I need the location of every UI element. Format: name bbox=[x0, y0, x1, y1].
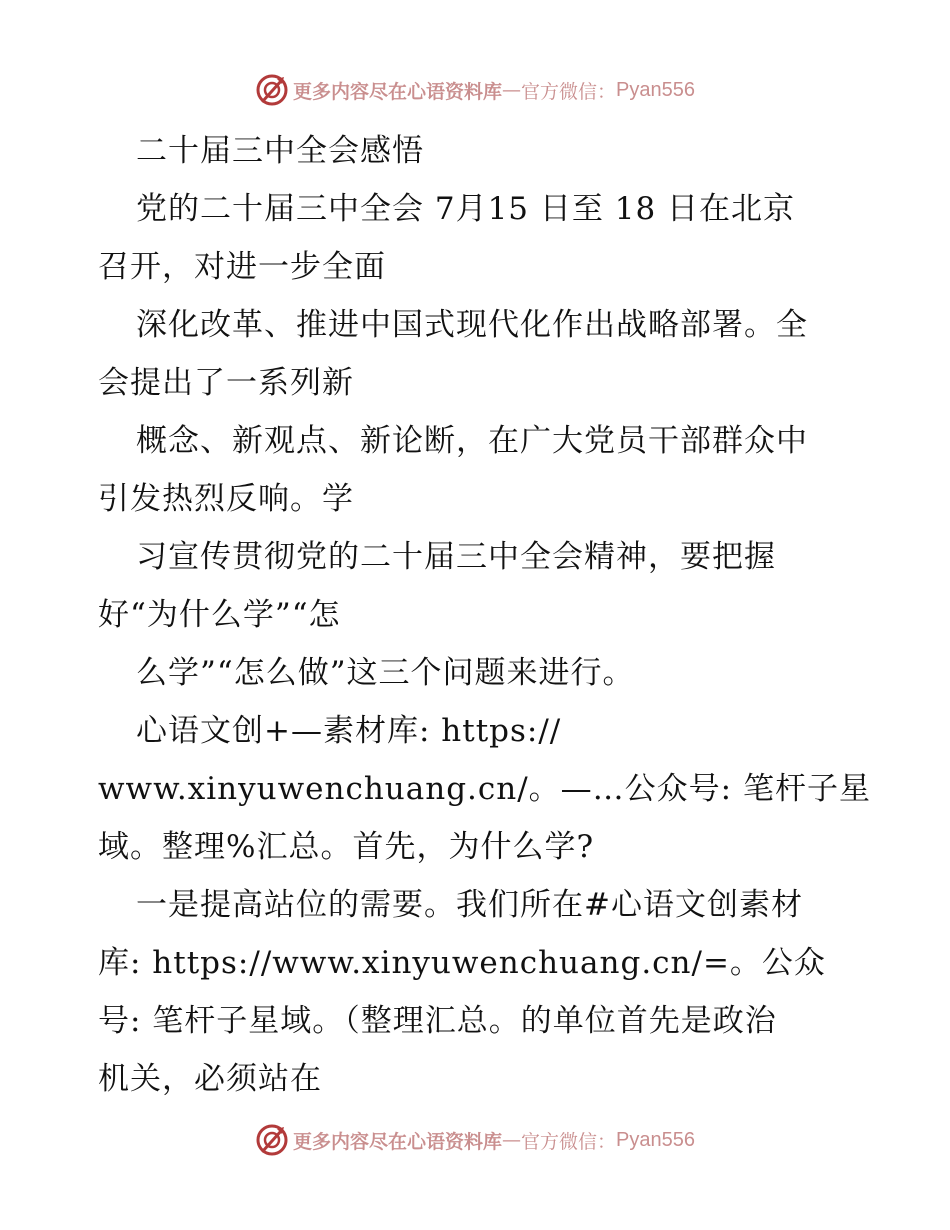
paragraph-line: 引发热烈反响。学 bbox=[98, 481, 354, 517]
paragraph-line: 习宣传贯彻党的二十届三中全会精神，要把握 bbox=[136, 539, 776, 575]
paragraph-line: 么学”“怎么做”这三个问题来进行。 bbox=[136, 655, 635, 691]
header-watermark-banner bbox=[0, 70, 950, 110]
paragraph-line: www.xinyuwenchuang.cn/。—…公众号: 笔杆子星 bbox=[98, 771, 871, 807]
header-wechat-id: Pyan556 bbox=[616, 78, 695, 101]
footer-wechat-label: 官方微信： bbox=[521, 1130, 617, 1153]
paragraph-line: 深化改革、推进中国式现代化作出战略部署。全 bbox=[136, 307, 808, 343]
document-body bbox=[98, 122, 871, 1108]
footer-watermark-banner bbox=[0, 1120, 950, 1160]
logo-icon bbox=[255, 1123, 289, 1157]
paragraph-line: 党的二十届三中全会 7月15 日至 18 日在北京 bbox=[136, 191, 796, 227]
header-dash: — bbox=[502, 79, 522, 101]
paragraph-line: 召开，对进一步全面 bbox=[98, 249, 386, 285]
paragraph-line: 域。整理%汇总。首先，为什么学? bbox=[98, 829, 595, 865]
footer-brand-text: 更多内容尽在心语资料库 bbox=[293, 1130, 503, 1153]
paragraph-line: 一是提高站位的需要。我们所在#心语文创素材 bbox=[136, 887, 803, 923]
paragraph-line: 库: https://www.xinyuwenchuang.cn/=。公众 bbox=[98, 945, 826, 981]
paragraph-line: 号: 笔杆子星域。（整理汇总。的单位首先是政治 bbox=[98, 1003, 777, 1039]
paragraph-line: 会提出了一系列新 bbox=[98, 365, 354, 401]
paragraph-line: 概念、新观点、新论断，在广大党员干部群众中 bbox=[136, 423, 808, 459]
paragraph-line: 好“为什么学”“怎 bbox=[98, 597, 341, 633]
document-title: 二十届三中全会感悟 bbox=[136, 133, 424, 169]
footer-dash: — bbox=[502, 1129, 522, 1151]
logo-icon bbox=[255, 73, 289, 107]
header-wechat-label: 官方微信： bbox=[521, 80, 617, 103]
header-brand-text: 更多内容尽在心语资料库 bbox=[293, 80, 503, 103]
paragraph-line: 机关，必须站在 bbox=[98, 1061, 322, 1097]
footer-wechat-id: Pyan556 bbox=[616, 1128, 695, 1151]
paragraph-line: 心语文创+—素材库: https:// bbox=[136, 713, 562, 749]
